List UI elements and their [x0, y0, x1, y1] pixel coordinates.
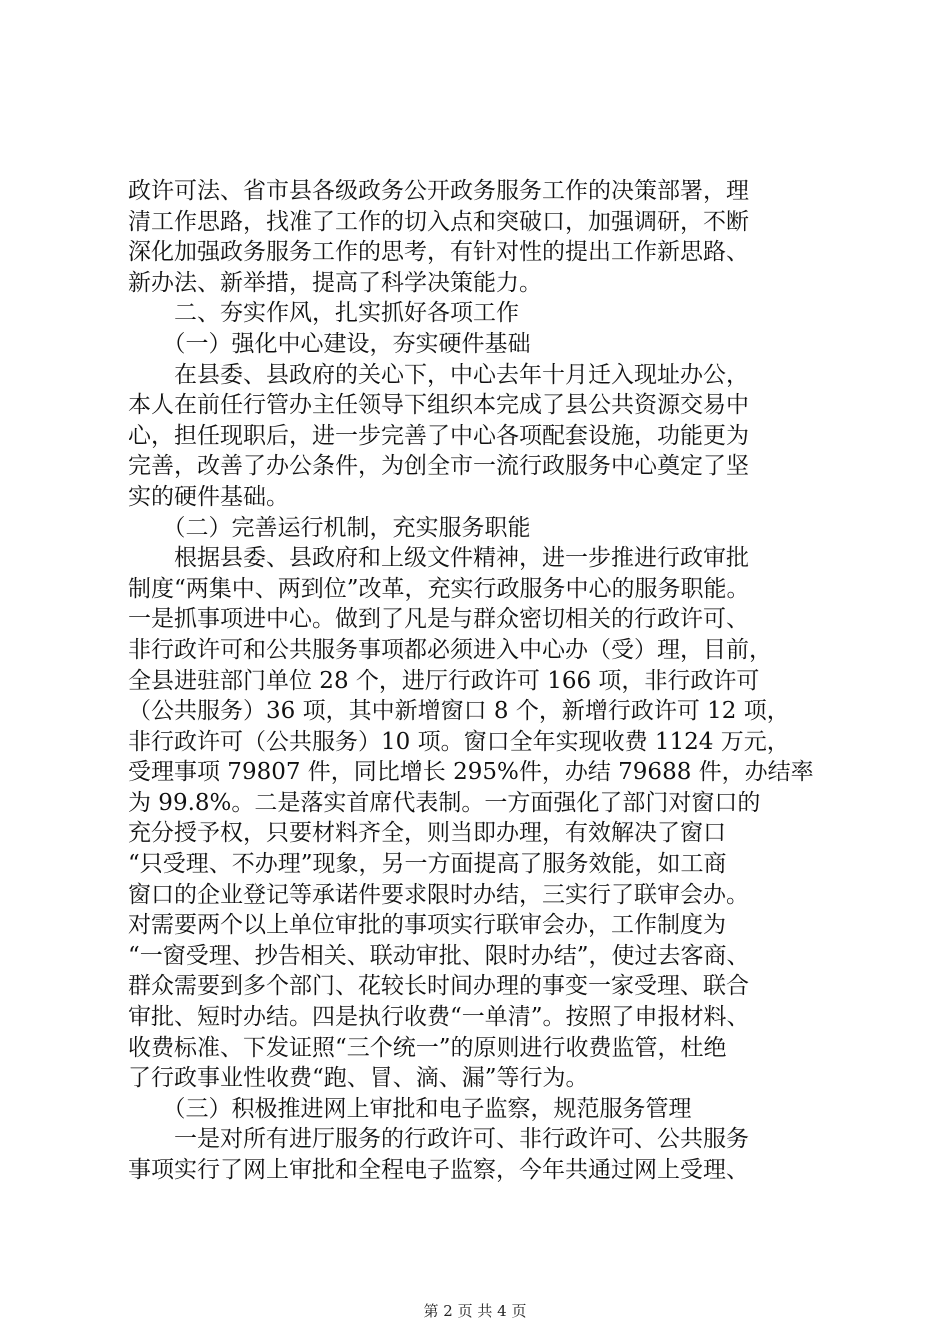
text-line: （公共服务）36 项，其中新增窗口 8 个，新增行政许可 12 项， [128, 698, 790, 725]
text-line: （一）强化中心建设，夯实硬件基础 [128, 330, 531, 357]
page-footer: 第 2 页 共 4 页 [423, 1302, 527, 1320]
text-line: “只受理、不办理”现象，另一方面提高了服务效能，如工商 [128, 851, 727, 878]
text-line: （三）积极推进网上审批和电子监察，规范服务管理 [128, 1095, 692, 1122]
text-line: 事项实行了网上审批和全程电子监察，今年共通过网上受理、 [128, 1157, 749, 1183]
text-line: 了行政事业性收费“跑、冒、滴、漏”等行为。 [128, 1065, 589, 1092]
text-line: 政许可法、省市县各级政务公开政务服务工作的决策部署，理 [128, 178, 749, 204]
text-line: 充分授予权，只要材料齐全，则当即办理，有效解决了窗口 [128, 820, 726, 847]
text-line: 全县进驻部门单位 28 个，进厅行政许可 166 项，非行政许可 [128, 667, 760, 694]
text-line: 本人在前任行管办主任领导下组织本完成了县公共资源交易中 [128, 392, 749, 419]
text-line: 根据县委、县政府和上级文件精神，进一步推进行政审批 [128, 545, 749, 572]
text-line: 一是抓事项进中心。做到了凡是与群众密切相关的行政许可、 [128, 606, 749, 633]
text-line: 窗口的企业登记等承诺件要求限时办结，三实行了联审会办。 [128, 881, 749, 908]
text-line: 对需要两个以上单位审批的事项实行联审会办，工作制度为 [128, 912, 726, 939]
text-line: 二、夯实作风，扎实抓好各项工作 [128, 300, 519, 327]
text-line: 审批、短时办结。四是执行收费“一单清”。按照了申报材料、 [128, 1004, 750, 1031]
text-line: 在县委、县政府的关心下，中心去年十月迁入现址办公， [128, 361, 749, 388]
text-line: 心，担任现职后，进一步完善了中心各项配套设施，功能更为 [128, 422, 749, 449]
text-line: 受理事项 79807 件，同比增长 295%件，办结 79688 件，办结率 [128, 759, 814, 786]
text-line: “一窗受理、抄告相关、联动审批、限时办结”，使过去客商、 [128, 942, 750, 969]
text-line: 收费标准、下发证照“三个统一”的原则进行收费监管，杜绝 [128, 1034, 727, 1061]
text-line: 深化加强政务服务工作的思考，有针对性的提出工作新思路、 [128, 239, 749, 266]
text-line: 新办法、新举措，提高了科学决策能力。 [128, 269, 542, 296]
text-line: 实的硬件基础。 [128, 483, 289, 510]
text-line: （二）完善运行机制，充实服务职能 [128, 514, 531, 541]
text-line: 为 99.8%。二是落实首席代表制。一方面强化了部门对窗口的 [128, 789, 761, 816]
text-line: 一是对所有进厅服务的行政许可、非行政许可、公共服务 [128, 1126, 749, 1153]
text-line: 制度“两集中、两到位”改革，充实行政服务中心的服务职能。 [128, 575, 750, 602]
text-line: 清工作思路，找准了工作的切入点和突破口，加强调研，不断 [128, 208, 749, 235]
text-line: 非行政许可（公共服务）10 项。窗口全年实现收费 1124 万元， [128, 728, 790, 755]
text-line: 非行政许可和公共服务事项都必须进入中心办（受）理，目前， [128, 636, 772, 663]
text-line: 群众需要到多个部门、花较长时间办理的事变一家受理、联合 [128, 973, 749, 1000]
text-line: 完善，改善了办公条件，为创全市一流行政服务中心奠定了坚 [128, 453, 749, 480]
document-body [128, 176, 833, 1186]
